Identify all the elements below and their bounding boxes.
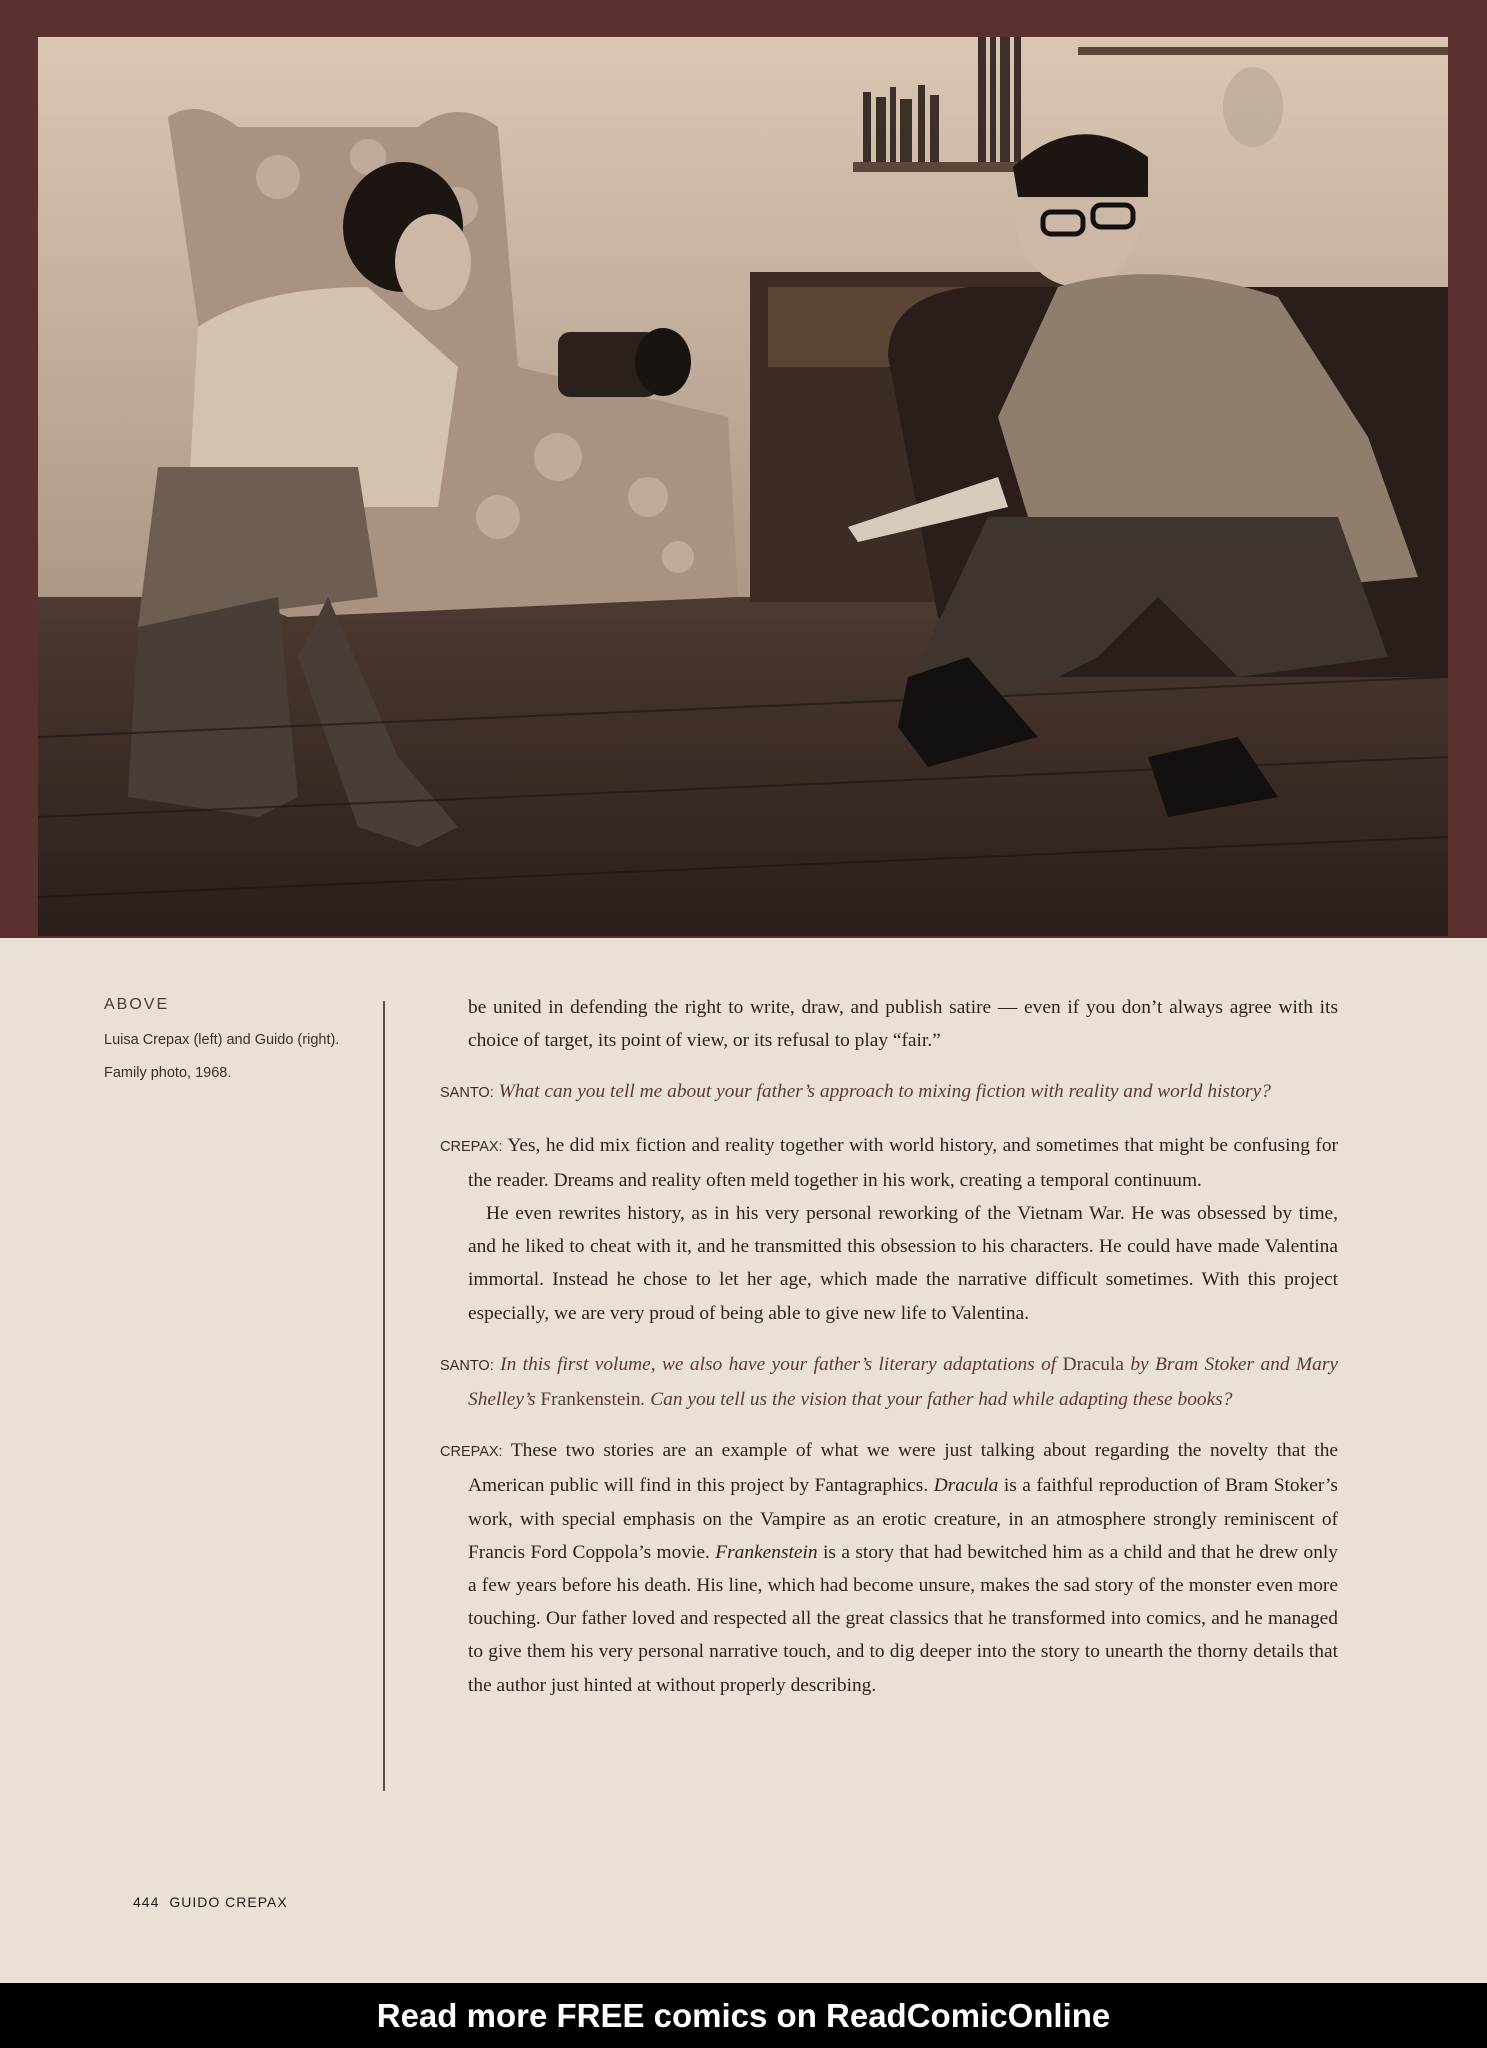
- question-1: [440, 1075, 1338, 1110]
- book-title: Frankenstein: [715, 1541, 818, 1563]
- page-number: 444: [133, 1894, 160, 1910]
- running-title: GUIDO CREPAX: [169, 1894, 288, 1910]
- photo-illustration: [38, 37, 1448, 936]
- caption-label: ABOVE: [104, 996, 170, 1013]
- question-2: SANTO: In this first volume, we also have your father’s literary adaptations of Dracula by Bram Stoker and Mary Shelley’s Frankenstein. Can you tell us the vision that your father had while adapting these books?: [440, 1353, 1338, 1411]
- page-footer: [133, 1894, 288, 1910]
- photo-caption: [104, 996, 364, 1090]
- family-photo: [38, 37, 1448, 936]
- book-title: Dracula: [1062, 1353, 1124, 1375]
- answer-2: CREPAX: These two stories are an example of what we were just talking about regarding the novelty that the American public will find in this project by Fantagraphics. Dracula is a faithful reproduction of Bram Stoker’s work, with special emphasis on the Vampire as an erotic creature, in an atmosphere strongly reminiscent of Francis Ford Coppola’s movie. Frankenstein is a story that had bewitched him as a child and that he drew only a few years before his death. His line, which had become unsure, makes the sad story of the monster even more touching. Our father loved and respected all the great classics that he transformed into comics, and he managed to give them his very personal narrative touch, and to dig deeper into the story to unearth the thorny details that the author just hinted at without properly describing.: [440, 1440, 1338, 1696]
- answer-text: Yes, he did mix fiction and reality together with world history, and sometimes that might be confusing for the reader. Dreams and reality often meld together in his work, creating a temporal continuum.: [468, 1134, 1338, 1191]
- speaker-label: CREPAX:: [440, 1444, 503, 1461]
- paragraph-continuation: be united in defending the right to write, draw, and publish satire — even if you don’t always agree with its choice of target, its point of view, or its refusal to play “fair.”: [468, 997, 1338, 1052]
- photo-frame: [0, 0, 1487, 938]
- column-divider: [383, 1001, 385, 1791]
- speaker-label: SANTO:: [440, 1085, 494, 1102]
- question-text: What can you tell me about your father’s approach to mixing fiction with reality and world history?: [498, 1081, 1271, 1103]
- book-title: Dracula: [933, 1475, 999, 1497]
- promo-banner[interactable]: Read more FREE comics on ReadComicOnline: [0, 1983, 1487, 2048]
- answer-text-continued: He even rewrites history, as in his very personal reworking of the Vietnam War. He was obsessed by time, and he liked to cheat with it, and he transmitted this obsession to his characters. He could have made Valentina immortal. Instead he chose to let her age, which made the narrative difficult sometimes. With this project especially, we are very proud of being able to give new life to Valentina.: [468, 1203, 1338, 1324]
- caption-text: Luisa Crepax (left) and Guido (right). Family photo, 1968.: [104, 1032, 340, 1081]
- answer-1: [440, 1129, 1338, 1330]
- book-title: Frankenstein: [540, 1389, 641, 1411]
- interview-text: [440, 991, 1338, 1720]
- speaker-label: CREPAX:: [440, 1138, 503, 1155]
- upper-shelf: [1078, 47, 1448, 55]
- speaker-label: SANTO:: [440, 1357, 494, 1374]
- wall-sketch: [1223, 67, 1283, 147]
